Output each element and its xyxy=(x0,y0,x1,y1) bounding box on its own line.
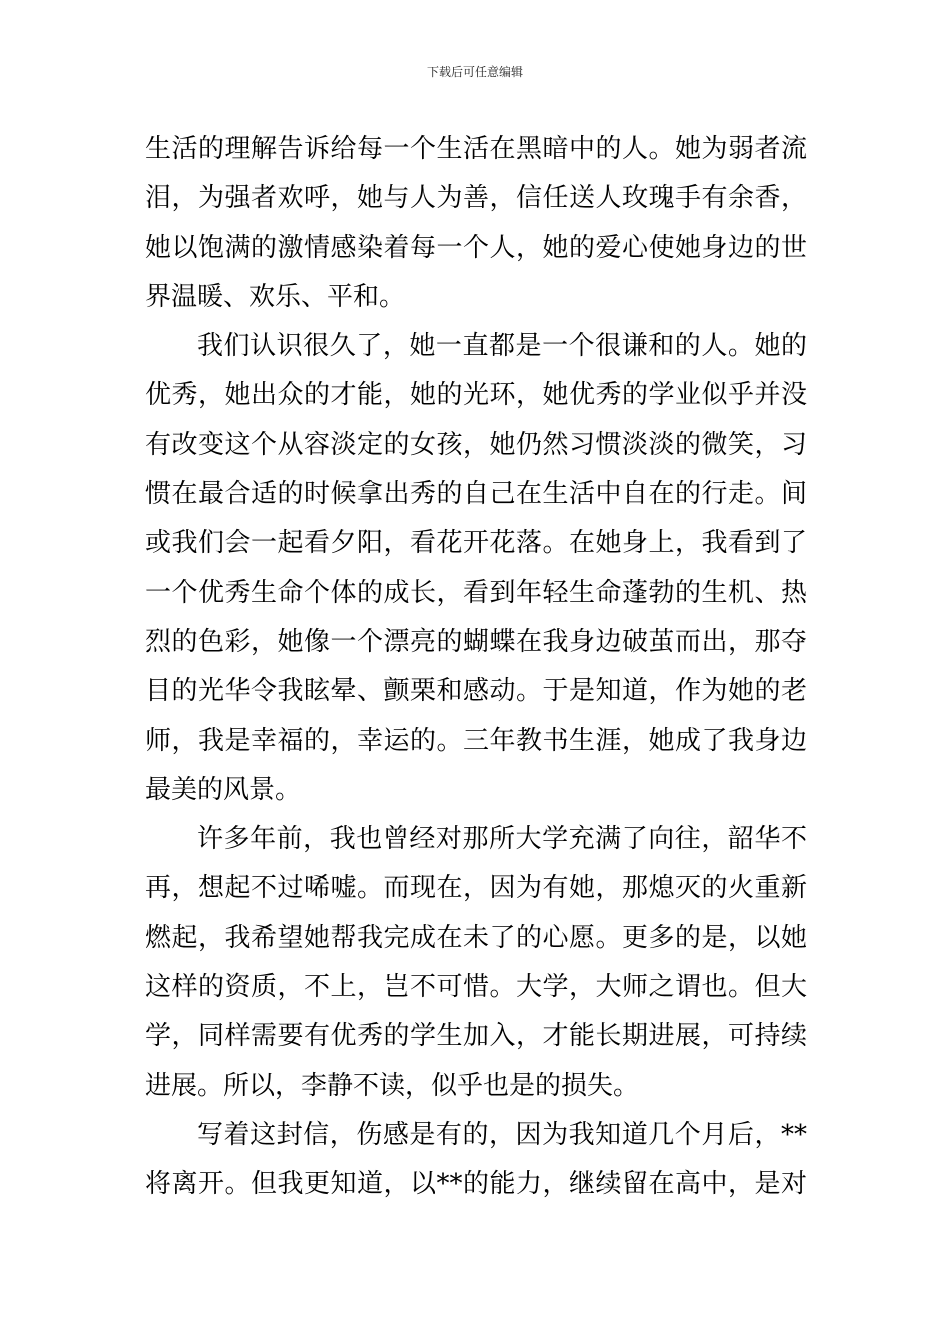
text-line: 进展。所以，李静不读，似乎也是的损失。 xyxy=(145,1070,640,1101)
text-line: 将离开。但我更知道，以**的能力，继续留在高中，是对 xyxy=(145,1169,807,1200)
text-line: 界温暖、欢乐、平和。 xyxy=(145,281,406,312)
text-line: 烈的色彩，她像一个漂亮的蝴蝶在我身边破茧而出，那夺 xyxy=(145,626,807,657)
text-line: 泪，为强者欢呼，她与人为善，信任送人玫瑰手有余香， xyxy=(145,183,807,214)
text-line: 一个优秀生命个体的成长，看到年轻生命蓬勃的生机、热 xyxy=(145,577,807,608)
text-line: 我们认识很久了，她一直都是一个很谦和的人。她的 xyxy=(197,331,807,362)
text-line: 生活的理解告诉给每一个生活在黑暗中的人。她为弱者流 xyxy=(145,134,807,164)
text-line: 学，同样需要有优秀的学生加入，才能长期进展，可持续 xyxy=(145,1021,807,1052)
text-line: 写着这封信，伤感是有的，因为我知道几个月后，** xyxy=(197,1119,807,1150)
paragraph-2 xyxy=(145,322,807,815)
paragraph-1 xyxy=(145,125,807,322)
page-header: 下载后可任意编辑 xyxy=(426,65,523,79)
paragraph-4 xyxy=(145,1111,807,1210)
paragraph-3 xyxy=(145,815,807,1111)
text-line: 师，我是幸福的，幸运的。三年教书生涯，她成了我身边 xyxy=(145,725,807,756)
text-line: 有改变这个从容淡定的女孩，她仍然习惯淡淡的微笑，习 xyxy=(145,429,807,460)
text-line: 再，想起不过唏嘘。而现在，因为有她，那熄灭的火重新 xyxy=(145,873,807,904)
letter-body xyxy=(145,125,807,1210)
text-line: 优秀，她出众的才能，她的光环，她优秀的学业似乎并没 xyxy=(145,380,807,411)
text-line: 她以饱满的激情感染着每一个人，她的爱心使她身边的世 xyxy=(145,232,807,263)
text-line: 燃起，我希望她帮我完成在未了的心愿。更多的是，以她 xyxy=(145,922,807,953)
text-line: 目的光华令我眩晕、颤栗和感动。于是知道，作为她的老 xyxy=(145,676,807,707)
text-line: 或我们会一起看夕阳，看花开花落。在她身上，我看到了 xyxy=(145,528,807,559)
text-line: 许多年前，我也曾经对那所大学充满了向往，韶华不 xyxy=(197,824,807,855)
text-line: 这样的资质，不上，岂不可惜。大学，大师之谓也。但大 xyxy=(145,972,807,1003)
text-line: 最美的风景。 xyxy=(145,774,302,805)
text-line: 惯在最合适的时候拿出秀的自己在生活中自在的行走。间 xyxy=(145,479,807,510)
